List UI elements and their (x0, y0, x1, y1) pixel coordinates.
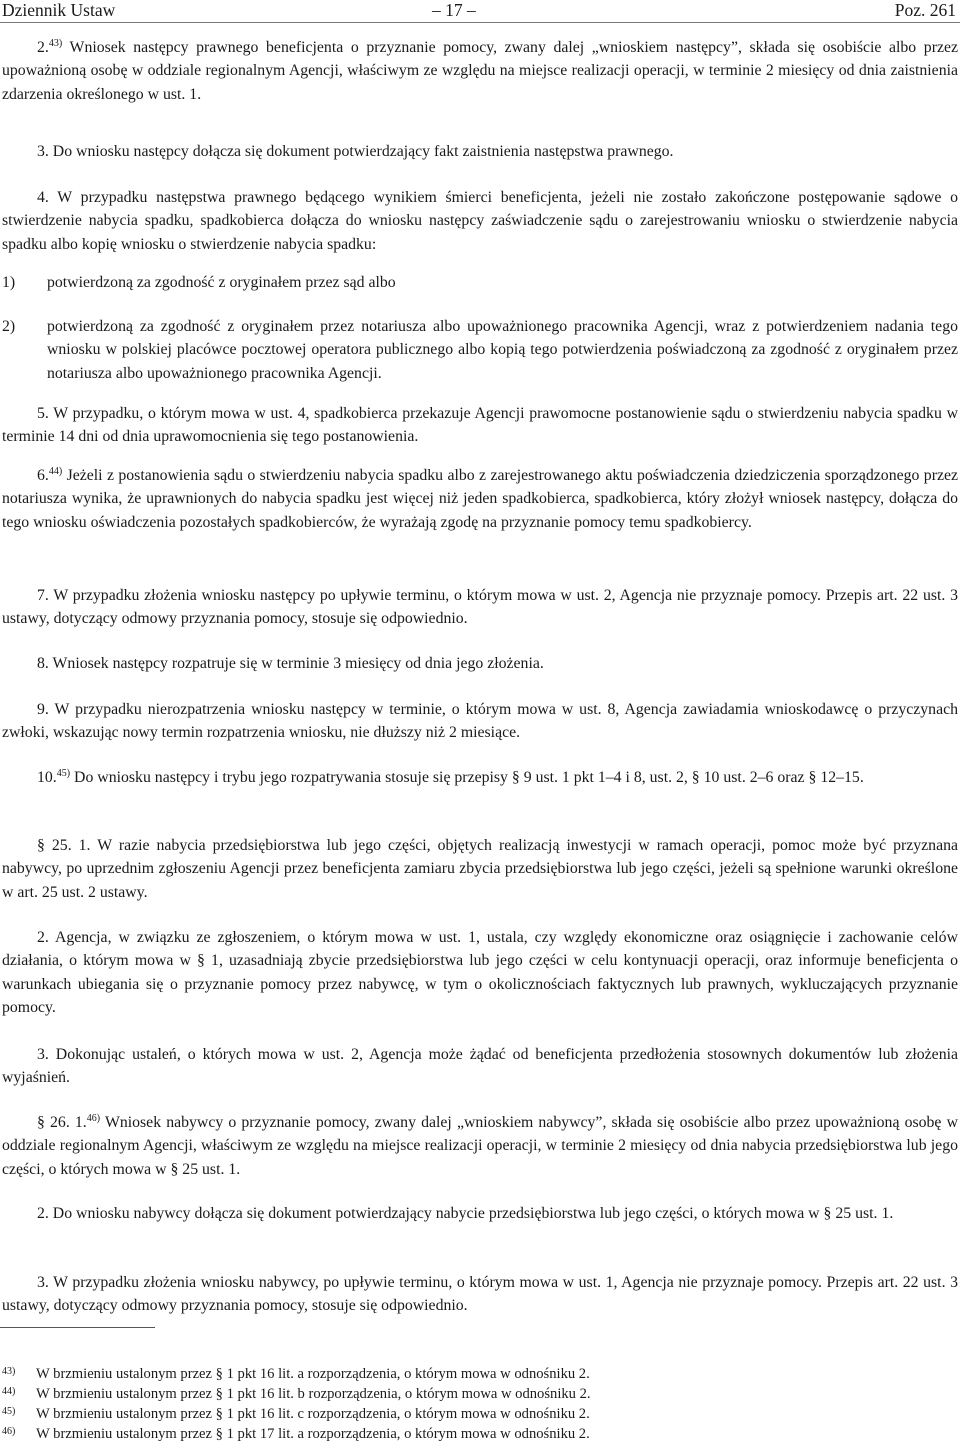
paragraph-text: Jeżeli z postanowienia sądu o stwierdzeniu nabycia spadku albo z zarejestrowanego aktu poświadczenia dziedziczenia sporządzonego przez notariusza wynika, że uprawnionych do nabycia spadku jest więcej niż jeden spadkobierca, spadkobierca, który złożył wniosek następcy, dołącza do tego wniosku oświadczenia pozostałych spadkobierców, że wyrażają zgodę na przyznanie pomocy temu spadkobiercy. (2, 467, 958, 531)
section-26-para-1 (2, 1111, 958, 1181)
list-item-number: 1) (2, 274, 16, 291)
footnote-text: W brzmieniu ustalonym przez § 1 pkt 17 lit. a rozporządzenia, o którym mowa w odnośniku 2. (36, 1426, 590, 1442)
list-item-2 (2, 315, 958, 385)
paragraph-5: 5. W przypadku, o którym mowa w ust. 4, spadkobierca przekazuje Agencji prawomocne postanowienie sądu o stwierdzeniu nabycia spadku w terminie 14 dni od dnia uprawomocnienia się tego postanowienia. (2, 405, 958, 446)
footnote-mark: 45) (2, 1406, 16, 1417)
paragraph-text: Wniosek następcy prawnego beneficjenta o przyznanie pomocy, zwany dalej „wnioskiem następcy”, składa się osobiście albo przez upoważnioną osobę w oddziale regionalnym Agencji, właściwym ze względu na miejsce realizacji operacji, w terminie 2 miesięcy od dnia zaistnienia zdarzenia określonego w ust. 1. (2, 39, 959, 103)
section-26-para-2: 2. Do wniosku nabywcy dołącza się dokument potwierdzający nabycie przedsiębiorstwa lub jego części, o których mowa w § 25 ust. 1. (37, 1205, 894, 1222)
footnote-ref: 43) (48, 38, 63, 49)
footnote-ref: 45) (56, 768, 71, 779)
position-number: Poz. 261 (894, 0, 956, 20)
footnote (2, 1365, 958, 1383)
footnote-mark: 43) (2, 1366, 16, 1377)
paragraph-8: 8. Wniosek następcy rozpatruje się w terminie 3 miesięcy od dnia jego złożenia. (37, 655, 544, 672)
paragraph-3: 3. Do wniosku następcy dołącza się dokument potwierdzający fakt zaistnienia następstwa prawnego. (37, 143, 674, 160)
footnote (2, 1385, 958, 1403)
footnote-text: W brzmieniu ustalonym przez § 1 pkt 16 lit. b rozporządzenia, o którym mowa w odnośniku 2. (36, 1386, 591, 1402)
paragraph-number: 2. (37, 39, 49, 56)
paragraph-7: 7. W przypadku złożenia wniosku następcy po upływie terminu, o którym mowa w ust. 2, Agencja nie przyznaje pomocy. Przepis art. 22 ust. 3 ustawy, dotyczący odmowy przyznania pomocy, stosuje się odpowiednio. (2, 587, 958, 628)
footnote-text: W brzmieniu ustalonym przez § 1 pkt 16 lit. c rozporządzenia, o którym mowa w odnośniku 2. (36, 1406, 590, 1422)
paragraph-9: 9. W przypadku nierozpatrzenia wniosku następcy w terminie, o którym mowa w ust. 8, Agencja zawiadamia wnioskodawcę o przyczynach zwłoki, wskazując nowy termin rozpatrzenia wniosku, nie dłuższy niż 2 miesiące. (2, 701, 958, 742)
page-number: – 17 – (432, 0, 476, 20)
paragraph-10 (2, 766, 958, 789)
list-item-1 (2, 271, 958, 294)
list-item-number: 2) (2, 318, 16, 335)
footnote-mark: 46) (2, 1426, 16, 1437)
paragraph-number: 6. (37, 467, 49, 484)
paragraph-2 (2, 36, 958, 106)
paragraph-6 (2, 464, 958, 534)
paragraph-4: 4. W przypadku następstwa prawnego będącego wynikiem śmierci beneficjenta, jeżeli nie zostało zakończone postępowanie sądowe o stwierdzenie nabycia spadku, spadkobierca dołącza do wniosku następcy zaświadczenie sądu o zarejestrowaniu wniosku o stwierdzenie nabycia spadku albo kopię wniosku o stwierdzenie nabycia spadku: (2, 189, 958, 253)
footnote-divider (0, 1327, 155, 1328)
list-item-text: potwierdzoną za zgodność z oryginałem przez notariusza albo upoważnionego pracownika Agencji, wraz z potwierdzeniem nadania tego wniosku w polskiej placówce pocztowej operatora publicznego albo kopią tego potwierdzenia poświadczoną za zgodność z oryginałem przez notariusza albo upoważnionego pracownika Agencji. (47, 318, 958, 382)
section-25-para-3: 3. Dokonując ustaleń, o których mowa w ust. 2, Agencja może żądać od beneficjenta przedłożenia stosownych dokumentów lub złożenia wyjaśnień. (2, 1046, 958, 1087)
paragraph-text: Do wniosku następcy i trybu jego rozpatrywania stosuje się przepisy § 9 ust. 1 pkt 1–4 i 8, ust. 2, § 10 ust. 2–6 oraz § 12–15. (74, 769, 864, 786)
section-25-para-1: § 25. 1. W razie nabycia przedsiębiorstwa lub jego części, objętych realizacją inwestycji w ramach operacji, pomoc może być przyznana nabywcy, po uprzednim zgłoszeniu Agencji przez beneficjenta zamiaru zbycia przedsiębiorstwa lub jego części, jeżeli są spełnione warunki określone w art. 25 ust. 2 ustawy. (2, 837, 958, 901)
paragraph-number: 10. (37, 769, 57, 786)
page-header (0, 0, 960, 23)
paragraph-text: Wniosek nabywcy o przyznanie pomocy, zwany dalej „wnioskiem nabywcy”, składa się osobiście albo przez upoważnioną osobę w oddziale regionalnym Agencji, właściwym ze względu na miejsce realizacji operacji, w terminie 2 miesięcy od dnia nabycia przedsiębiorstwa lub jego części, o których mowa w § 25 ust. 1. (2, 1114, 958, 1178)
paragraph-number: § 26. 1. (37, 1114, 87, 1131)
list-item-text: potwierdzoną za zgodność z oryginałem przez sąd albo (47, 274, 396, 291)
footnote-text: W brzmieniu ustalonym przez § 1 pkt 16 lit. a rozporządzenia, o którym mowa w odnośniku 2. (36, 1366, 590, 1382)
footnote (2, 1405, 958, 1423)
footnote-ref: 46) (86, 1113, 101, 1124)
journal-title: Dziennik Ustaw (2, 0, 116, 20)
footnote-ref: 44) (48, 466, 63, 477)
footnote (2, 1425, 958, 1443)
section-25-para-2: 2. Agencja, w związku ze zgłoszeniem, o którym mowa w ust. 1, ustala, czy względy ekonomiczne oraz osiągnięcie i zachowanie celów działania, o którym mowa w § 1, uzasadniają zbycie przedsiębiorstwa lub jego części w celu kontynuacji operacji, oraz informuje beneficjenta o warunkach ubiegania się o przyznanie pomocy przez nabywcę, w tym o okolicznościach faktycznych lub prawnych, wykluczających przyznanie pomocy. (2, 929, 958, 1016)
section-26-para-3: 3. W przypadku złożenia wniosku nabywcy, po upływie terminu, o którym mowa w ust. 1, Agencja nie przyznaje pomocy. Przepis art. 22 ust. 3 ustawy, dotyczący odmowy przyznania pomocy, stosuje się odpowiednio. (2, 1274, 958, 1315)
footnote-mark: 44) (2, 1386, 16, 1397)
